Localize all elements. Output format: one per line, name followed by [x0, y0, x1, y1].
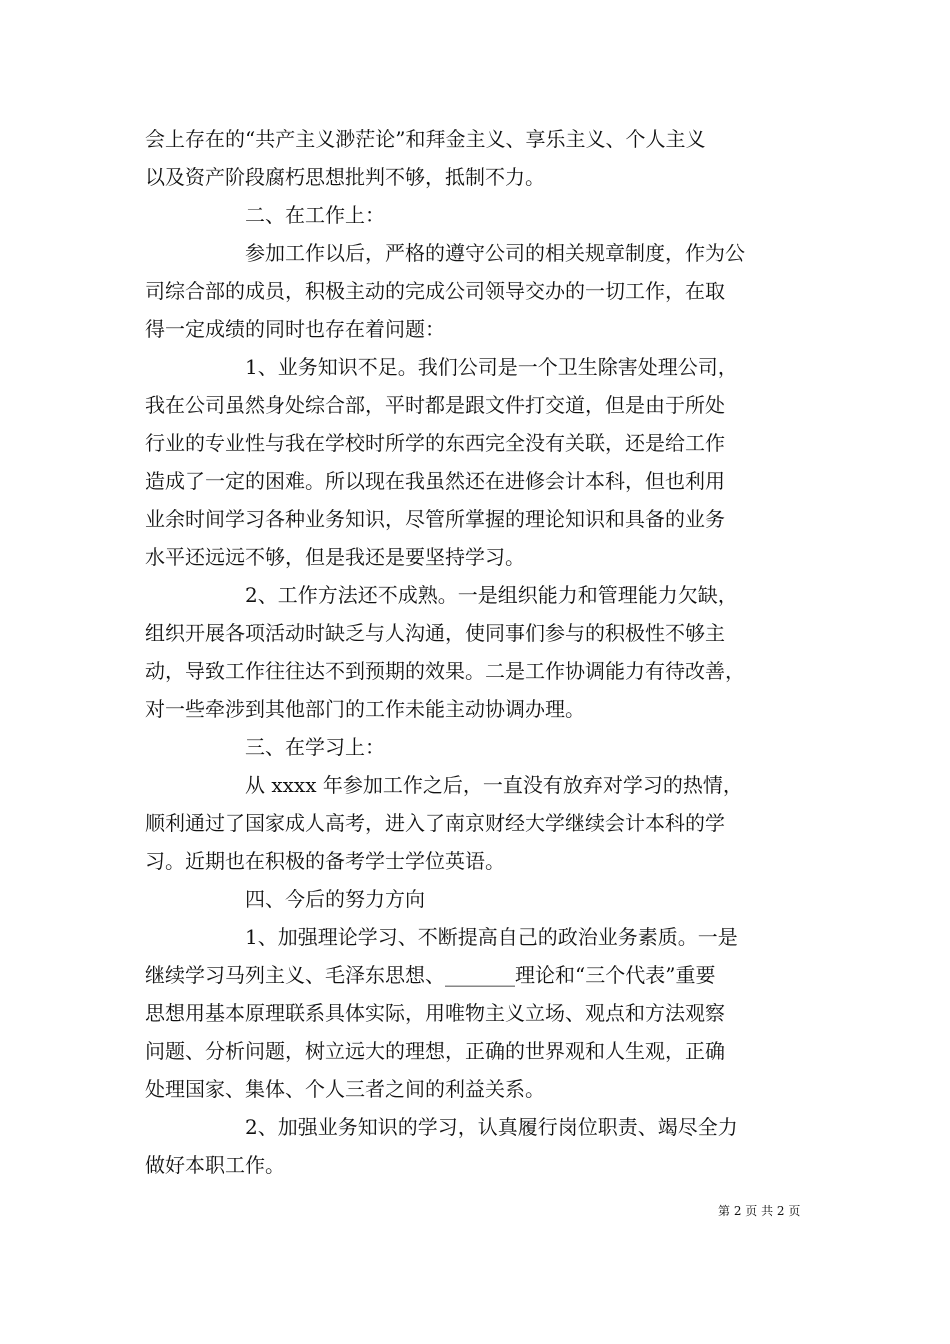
body-line: 得一定成绩的同时也存在着问题：: [145, 317, 445, 341]
body-line: 2、工作方法还不成熟。一是组织能力和管理能力欠缺，: [245, 583, 738, 607]
body-line: 处理国家、集体、个人三者之间的利益关系。: [145, 1077, 545, 1101]
body-line: 业余时间学习各种业务知识，尽管所掌握的理论知识和具备的业务: [145, 507, 725, 531]
page-number-footer: 第 2 页 共 2 页: [718, 1204, 801, 1218]
body-line: 水平还远远不够，但是我还是要坚持学习。: [145, 545, 525, 569]
body-line: 行业的专业性与我在学校时所学的东西完全没有关联，还是给工作: [145, 431, 725, 455]
body-line: 动，导致工作往往达不到预期的效果。二是工作协调能力有待改善，: [145, 659, 745, 683]
body-line: 习。近期也在积极的备考学士学位英语。: [145, 849, 505, 873]
body-line: 思想用基本原理联系具体实际，用唯物主义立场、观点和方法观察: [145, 1001, 725, 1025]
section-heading: 四、今后的努力方向: [245, 887, 425, 911]
section-heading: 二、在工作上：: [245, 203, 385, 227]
body-line: 对一些牵涉到其他部门的工作未能主动协调办理。: [145, 697, 585, 721]
body-line: 1、业务知识不足。我们公司是一个卫生除害处理公司，: [245, 355, 738, 379]
body-line: 问题、分析问题，树立远大的理想，正确的世界观和人生观，正确: [145, 1039, 725, 1063]
body-line: 组织开展各项活动时缺乏与人沟通，使同事们参与的积极性不够主: [145, 621, 725, 645]
body-line: 参加工作以后，严格的遵守公司的相关规章制度，作为公: [245, 241, 745, 265]
body-line: 我在公司虽然身处综合部，平时都是跟文件打交道，但是由于所处: [145, 393, 725, 417]
body-line: 会上存在的“共产主义渺茫论”和拜金主义、享乐主义、个人主义: [145, 127, 706, 151]
body-line: 2、加强业务知识的学习，认真履行岗位职责、竭尽全力: [245, 1115, 738, 1139]
body-line: 1、加强理论学习、不断提高自己的政治业务素质。一是: [245, 925, 738, 949]
body-line: 顺利通过了国家成人高考，进入了南京财经大学继续会计本科的学: [145, 811, 725, 835]
body-line: 继续学习马列主义、毛泽东思想、_______理论和“三个代表”重要: [145, 963, 716, 987]
body-line: 造成了一定的困难。所以现在我虽然还在进修会计本科，但也利用: [145, 469, 725, 493]
body-line: 做好本职工作。: [145, 1153, 285, 1177]
section-heading: 三、在学习上：: [245, 735, 385, 759]
body-line: 司综合部的成员，积极主动的完成公司领导交办的一切工作，在取: [145, 279, 725, 303]
body-line: 以及资产阶段腐朽思想批判不够，抵制不力。: [145, 165, 545, 189]
body-line: 从 xxxx 年参加工作之后，一直没有放弃对学习的热情，: [245, 773, 743, 797]
